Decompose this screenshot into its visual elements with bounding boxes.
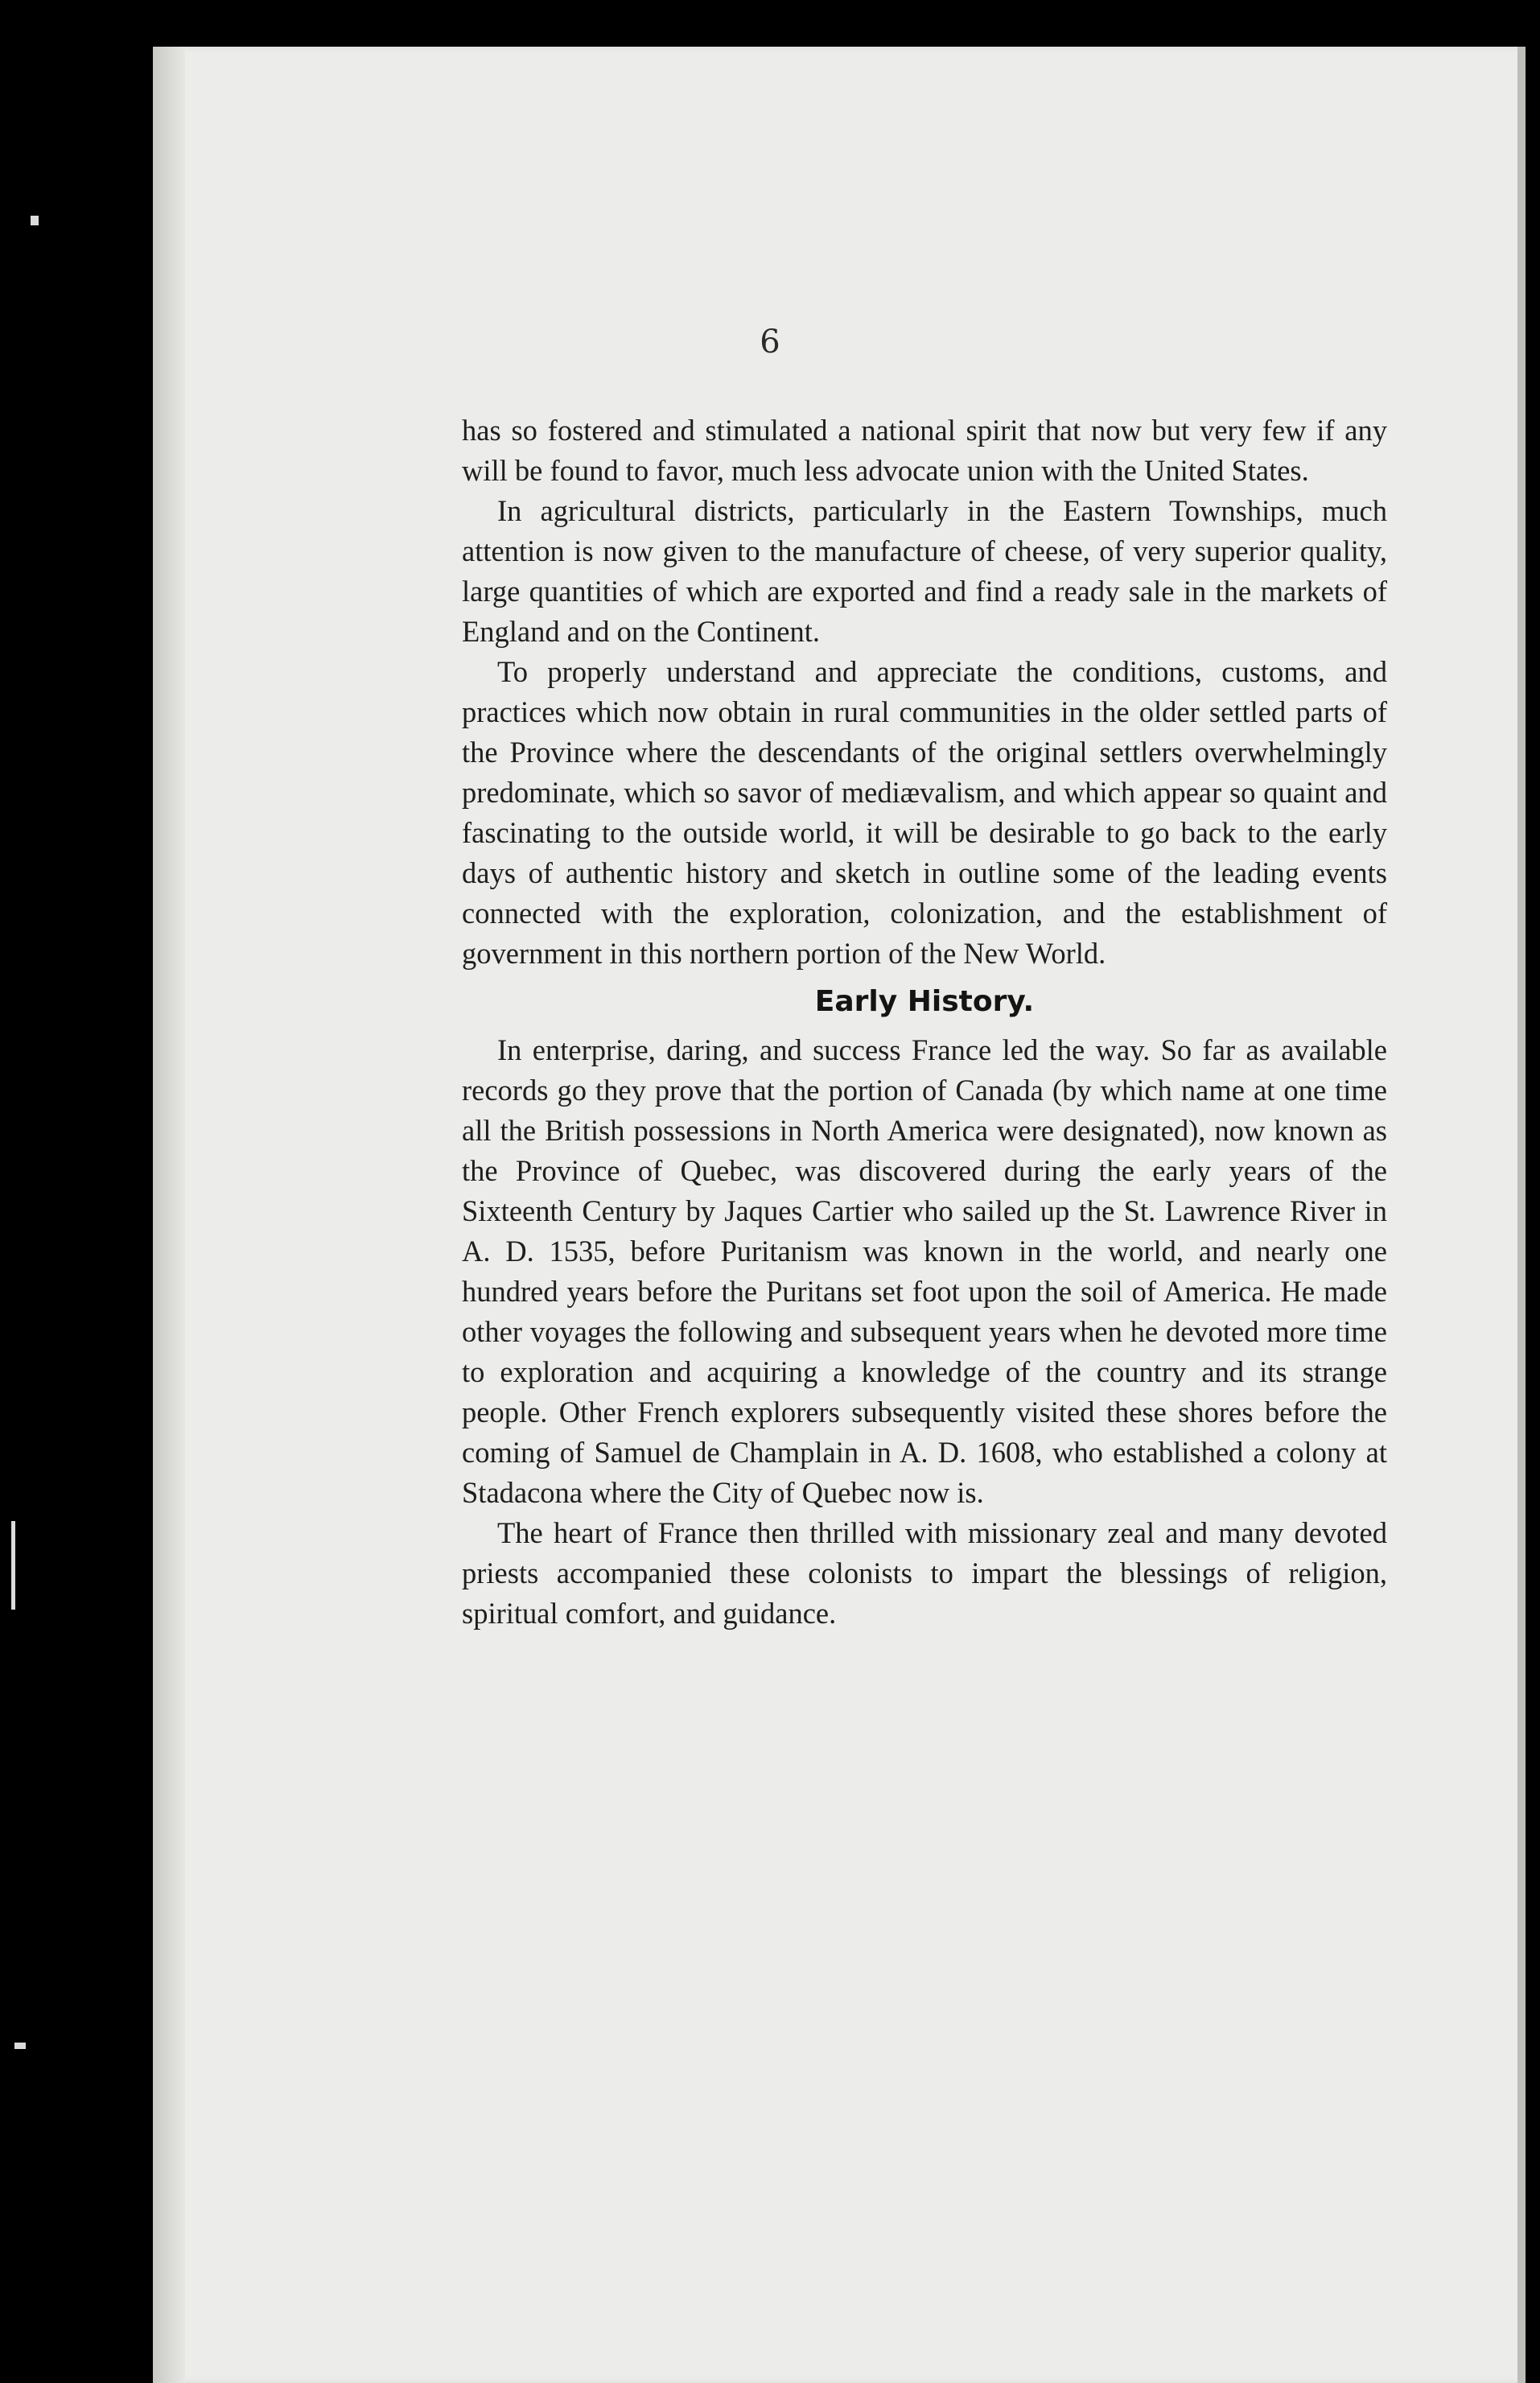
paragraph: To properly understand and appreciate the conditions, customs, and practices which now obtain in rural communities in the older settled parts of the Province where the descendants of the original settlers overwhelmingly predominate, which so savor of mediævalism, and which appear so quaint and fascinating to the outside world, it will be desirable to go back to the early days of authentic history and sketch in outline some of the leading events connected with the exploration, colonization, and the establishment of government in this northern portion of the New World.	[462, 655, 1387, 970]
page-gutter-shadow	[153, 47, 185, 2383]
scan-speck	[14, 2043, 26, 2049]
paragraph: has so fostered and stimulated a national spirit that now but very few if any will be found to favor, much less advocate union with the United States.	[462, 414, 1387, 487]
section-heading: Early History.	[814, 985, 1035, 1018]
page-right-edge	[1517, 47, 1526, 2383]
scan-speck	[31, 216, 39, 225]
scan-speck	[11, 1521, 15, 1610]
body-text	[462, 410, 1387, 1634]
page-number: 6	[760, 324, 780, 361]
paragraph: The heart of France then thrilled with missionary zeal and many devoted priests accompanied these colonists to impart the blessings of religion, spiritual comfort, and guidance.	[462, 1516, 1387, 1630]
paragraph: In agricultural districts, particularly in the Eastern Townships, much attention is now given to the manufacture of cheese, of very superior quality, large quantities of which are exported and find a ready sale in the markets of England and on the Continent.	[462, 494, 1387, 648]
paragraph: In enterprise, daring, and success France led the way. So far as available records go they prove that the portion of Canada (by which name at one time all the British possessions in North America were designated), now known as the Province of Quebec, was discovered during the early years of the Sixteenth Century by Jaques Cartier who sailed up the St. Lawrence River in A. D. 1535, before Puritanism was known in the world, and nearly one hundred years before the Puritans set foot upon the soil of America. He made other voyages the following and subsequent years when he devoted more time to exploration and acquiring a knowledge of the country and its strange people. Other French explorers subsequently visited these shores before the coming of Samuel de Champlain in A. D. 1608, who established a colony at Stadacona where the City of Quebec now is.	[462, 1033, 1387, 1509]
